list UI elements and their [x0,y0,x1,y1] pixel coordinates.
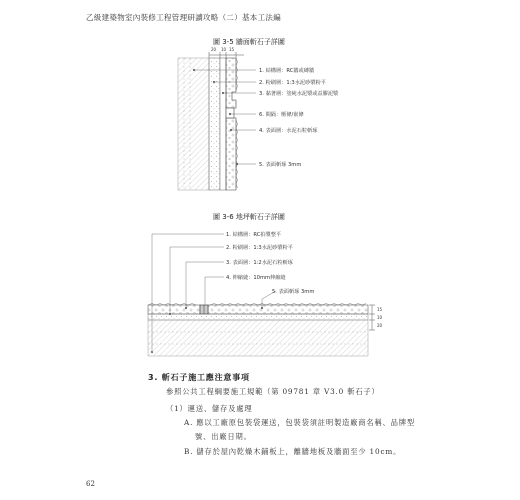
figure-3-6-title: 圖 3-6 地坪斬石子詳圖 [213,213,285,221]
layer-label: 2. 粉刷層：1:3水泥砂漿粉平 [226,245,293,251]
layer-label: 5. 表面斬琢 3mm [259,162,302,168]
dim-label: 20 [377,323,383,328]
figure-3-5-title: 圖 3-5 牆面斬石子詳圖 [213,38,285,46]
section-intro: 參照公共工程綱要施工規範（第 09781 章 V3.0 斬石子） [166,387,380,396]
layer-label: 3. 黏著層：塗純水泥漿或益膠泥漿 [259,91,339,97]
dim-label: 15 [377,307,383,312]
list-item: A. 應以工廠原包裝袋運送，包裝袋須註明製造廠商名稱、品牌型 [184,418,415,427]
page-number: 62 [86,480,95,488]
running-header: 乙級建築物室內裝修工程管理研讀攻略（二）基本工法編 [86,13,281,22]
layer-label: 1. 結構層：RC拍漿整平 [226,232,282,238]
layer-label: 4. 伸縮縫：10mm伸縮縫 [226,275,286,281]
layer-label: 5. 表面斬琢 3mm [272,289,315,295]
list-item: （1）運送、儲存及處理 [166,404,253,413]
section-heading: 3. 斬石子施工應注意事項 [148,373,250,382]
dim-label: 15 [229,47,235,52]
layer-label: 3. 表面層：1:2水泥石粒斬琢 [226,260,293,266]
dim-label: 20 [211,47,217,52]
dim-label: 10 [221,47,227,52]
layer-label: 1. 結構層：RC牆或磚牆 [259,68,315,74]
dim-label: 10 [377,315,383,320]
list-item: B. 儲存於屋內乾燥木鋪板上，離牆地板及牆面至少 10cm。 [184,447,402,456]
layer-label: 4. 表面層：水泥石粒斬琢 [259,128,318,134]
layer-label: 2. 粉刷層：1:3水泥砂漿粉平 [259,80,326,86]
layer-label: 6. 間隔：壓條/嵌條 [259,112,304,118]
list-item: 號、出廠日期。 [195,432,252,441]
